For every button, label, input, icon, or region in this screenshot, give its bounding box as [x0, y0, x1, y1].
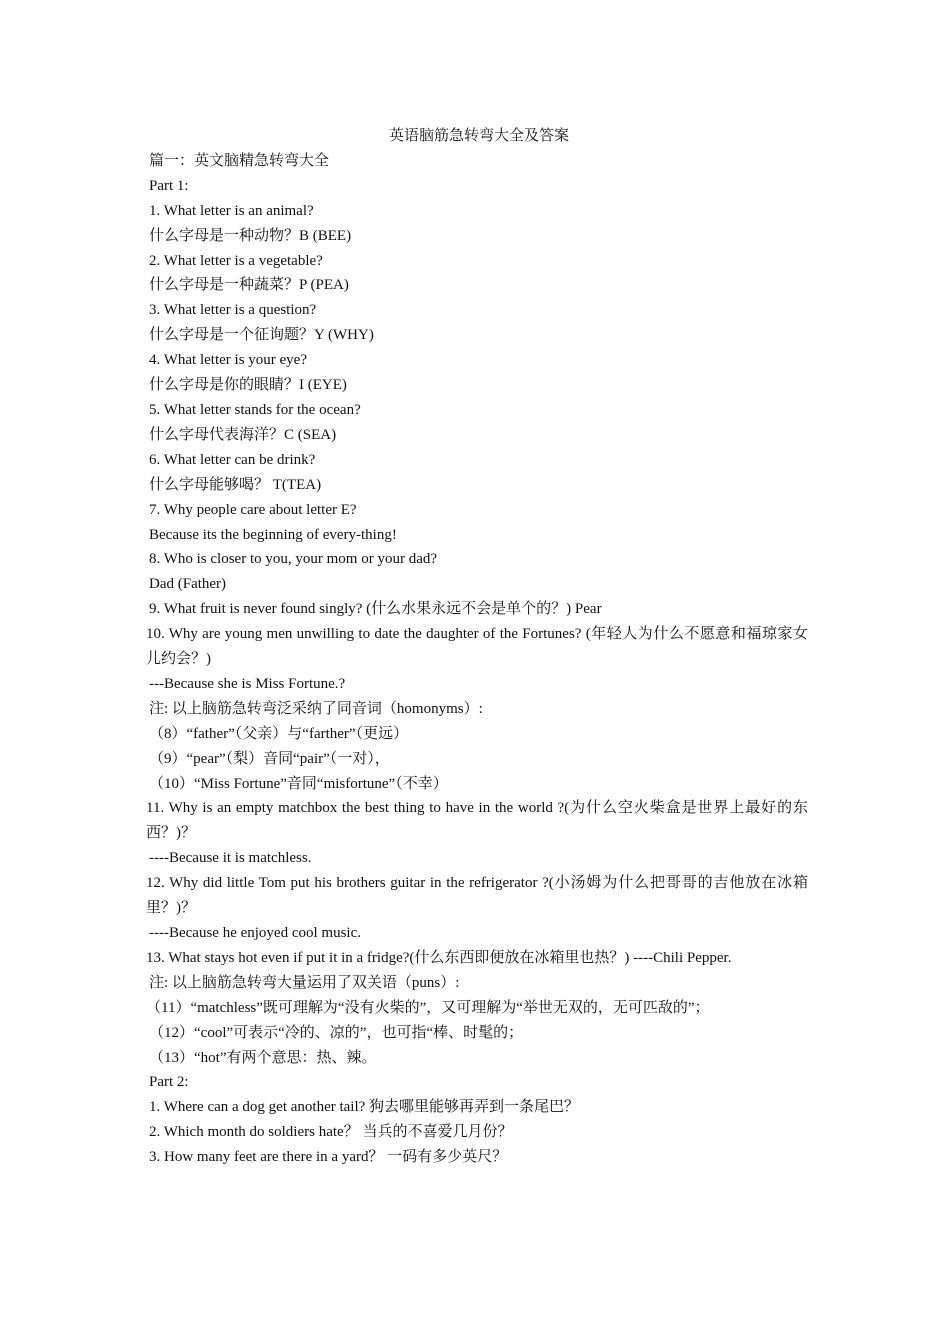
- text-line: （8）“father”（父亲）与“farther”（更远）: [149, 725, 409, 742]
- text-line: 什么字母是一种蔬菜？P (PEA): [149, 277, 349, 294]
- text-line: 什么字母是一种动物？B (BEE): [149, 227, 352, 244]
- text-line: 2. What letter is a vegetable?: [149, 252, 323, 269]
- text-line: 什么字母是一个征询题？Y (WHY): [149, 327, 374, 344]
- text-line: ---Because she is Miss Fortune.?: [149, 675, 346, 692]
- text-line: （10）“Miss Fortune”音同“misfortune”（不幸）: [149, 775, 448, 792]
- paragraph-q12: 12. Why did little Tom put his brothers guitar in the refrigerator ?(小汤姆为什么把哥哥的吉他放在冰箱里？)？: [146, 875, 808, 917]
- document-body: [146, 124, 808, 1170]
- text-line: 1. Where can a dog get another tail? 狗去哪里能够再弄到一条尾巴？: [149, 1099, 580, 1116]
- paragraph-q13: 13. What stays hot even if put it in a fridge?(什么东西即便放在冰箱里也热？) ----Chili Pepper.: [146, 949, 732, 966]
- text-line: 3. What letter is a question?: [149, 302, 317, 319]
- text-line: 8. Who is closer to you, your mom or your dad?: [149, 551, 438, 568]
- paragraph-note11: （11）“matchless”既可理解为“没有火柴的”，又可理解为“举世无双的，无可匹敌的”；: [146, 999, 710, 1016]
- text-line: （9）“pear”（梨）音同“pair”（一对），: [149, 750, 390, 767]
- text-line: 什么字母能够喝？ T(TEA): [149, 476, 322, 493]
- text-line: 5. What letter stands for the ocean?: [149, 401, 361, 418]
- text-line: （13）“hot”有两个意思：热、辣。: [149, 1049, 377, 1066]
- text-line: ----Because it is matchless.: [149, 850, 312, 867]
- text-line: ----Because he enjoyed cool music.: [149, 925, 361, 941]
- text-line: 什么字母代表海洋？C (SEA): [149, 426, 337, 443]
- text-line: 6. What letter can be drink?: [149, 451, 316, 468]
- text-line: 2. Which month do soldiers hate？ 当兵的不喜爱几月份？: [149, 1124, 513, 1141]
- text-line: Part 1:: [149, 177, 189, 194]
- text-line: Dad (Father): [149, 576, 227, 593]
- text-line: Because its the beginning of every-thing!: [149, 526, 397, 543]
- text-line: 9. What fruit is never found singly? (什么水果永远不会是单个的？) Pear: [149, 601, 602, 618]
- text-line: 3. How many feet are there in a yard？ 一码有多少英尺？: [149, 1149, 508, 1166]
- text-line: 什么字母是你的眼睛？I (EYE): [149, 377, 347, 394]
- text-line: 4. What letter is your eye?: [149, 352, 307, 369]
- document-title: 英语脑筋急转弯大全及答案: [388, 128, 569, 144]
- text-line: 篇一：英文脑精急转弯大全: [149, 152, 330, 169]
- text-line: 注: 以上脑筋急转弯大量运用了双关语（puns）:: [149, 974, 460, 991]
- paragraph-q11: 11. Why is an empty matchbox the best thing to have in the world ?(为什么空火柴盒是世界上最好的东西？)？: [146, 800, 808, 842]
- text-line: （12）“cool”可表示“冷的、凉的”，也可指“棒、时髦的；: [149, 1024, 524, 1041]
- text-line: 1. What letter is an animal?: [149, 202, 314, 219]
- text-line: 7. Why people care about letter E?: [149, 501, 357, 518]
- text-line: Part 2:: [149, 1074, 189, 1091]
- paragraph-q10: 10. Why are young men unwilling to date the daughter of the Fortunes? (年轻人为什么不愿意和福琼家女儿约会？): [146, 626, 809, 668]
- text-line: 注: 以上脑筋急转弯泛采纳了同音词（homonyms）:: [149, 700, 483, 717]
